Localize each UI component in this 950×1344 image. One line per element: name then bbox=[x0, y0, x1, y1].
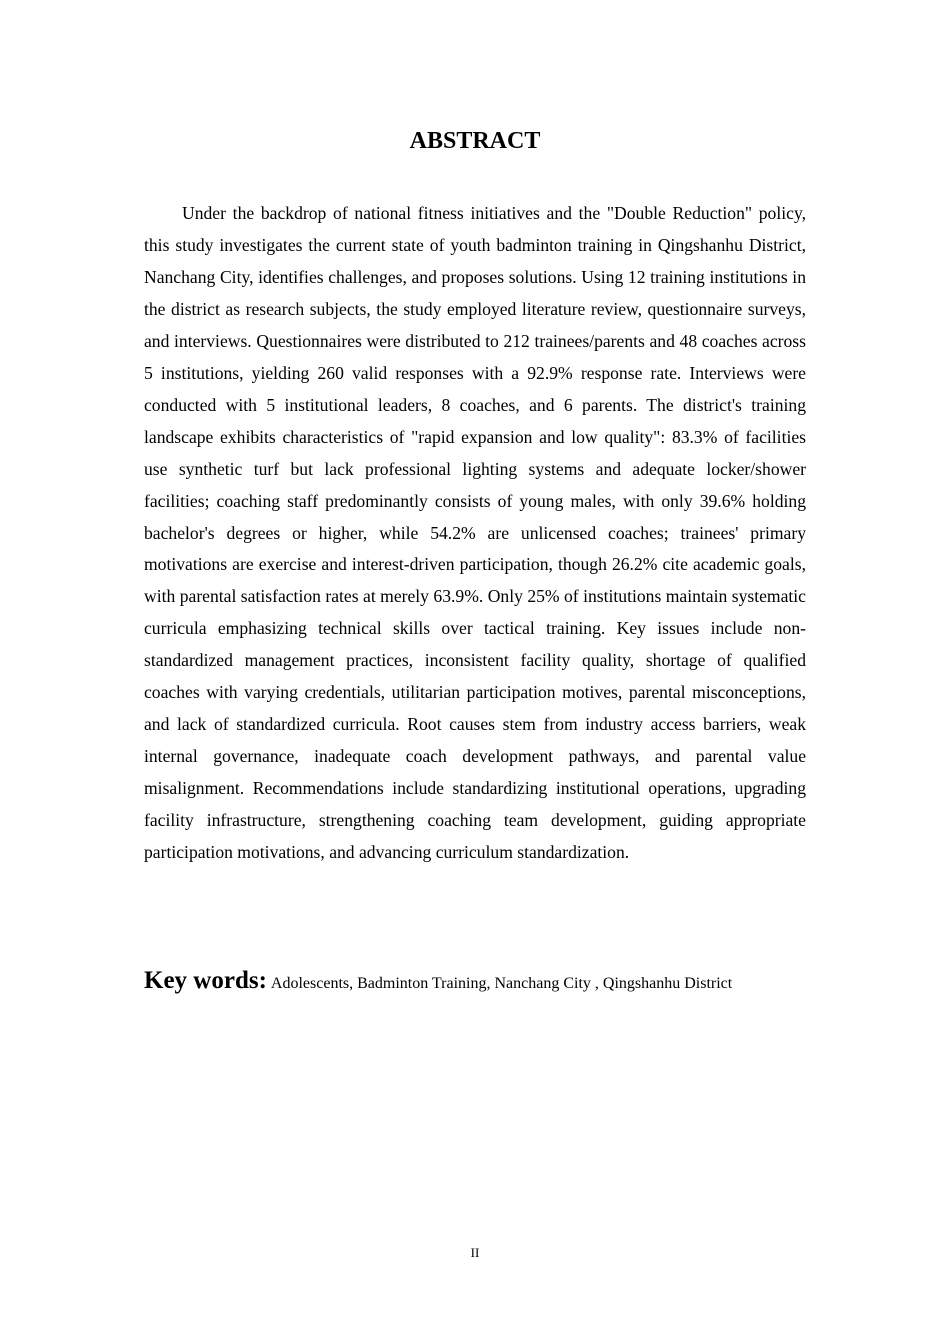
abstract-title: ABSTRACT bbox=[409, 128, 541, 154]
page-number: II bbox=[470, 1245, 480, 1260]
keywords-line bbox=[144, 964, 806, 1001]
keywords-label: Key words: bbox=[144, 967, 267, 994]
abstract-body: Under the backdrop of national fitness initiatives and the "Double Reduction" policy, this study investigates the current state of youth badminton training in Qingshanhu District, Nanchang City, identifies challenges, and proposes solutions. Using 12 training institutions in the district as research subjects, the study employed literature review, questionnaire surveys, and interviews. Questionnaires were distributed to 212 trainees/parents and 48 coaches across 5 institutions, yielding 260 valid responses with a 92.9% response rate. Interviews were conducted with 5 institutional leaders, 8 coaches, and 6 parents. The district's training landscape exhibits characteristics of "rapid expansion and low quality": 83.3% of facilities use synthetic turf but lack professional lighting systems and adequate locker/shower facilities; coaching staff predominantly consists of young males, with only 39.6% holding bachelor's degrees or higher, while 54.2% are unlicensed coaches; trainees' primary motivations are exercise and interest-driven participation, though 26.2% cite academic goals, with parental satisfaction rates at merely 63.9%. Only 25% of institutions maintain systematic curricula emphasizing technical skills over tactical training. Key issues include non-standardized management practices, inconsistent facility quality, shortage of qualified coaches with varying credentials, utilitarian participation motives, parental misconceptions, and lack of standardized curricula. Root causes stem from industry access barriers, weak internal governance, inadequate coach development pathways, and parental value misalignment. Recommendations include standardizing institutional operations, upgrading facility infrastructure, strengthening coaching team development, guiding appropriate participation motivations, and advancing curriculum standardization. bbox=[144, 203, 806, 863]
keywords-text: Adolescents, Badminton Training, Nanchang City , Qingshanhu District bbox=[270, 975, 733, 992]
